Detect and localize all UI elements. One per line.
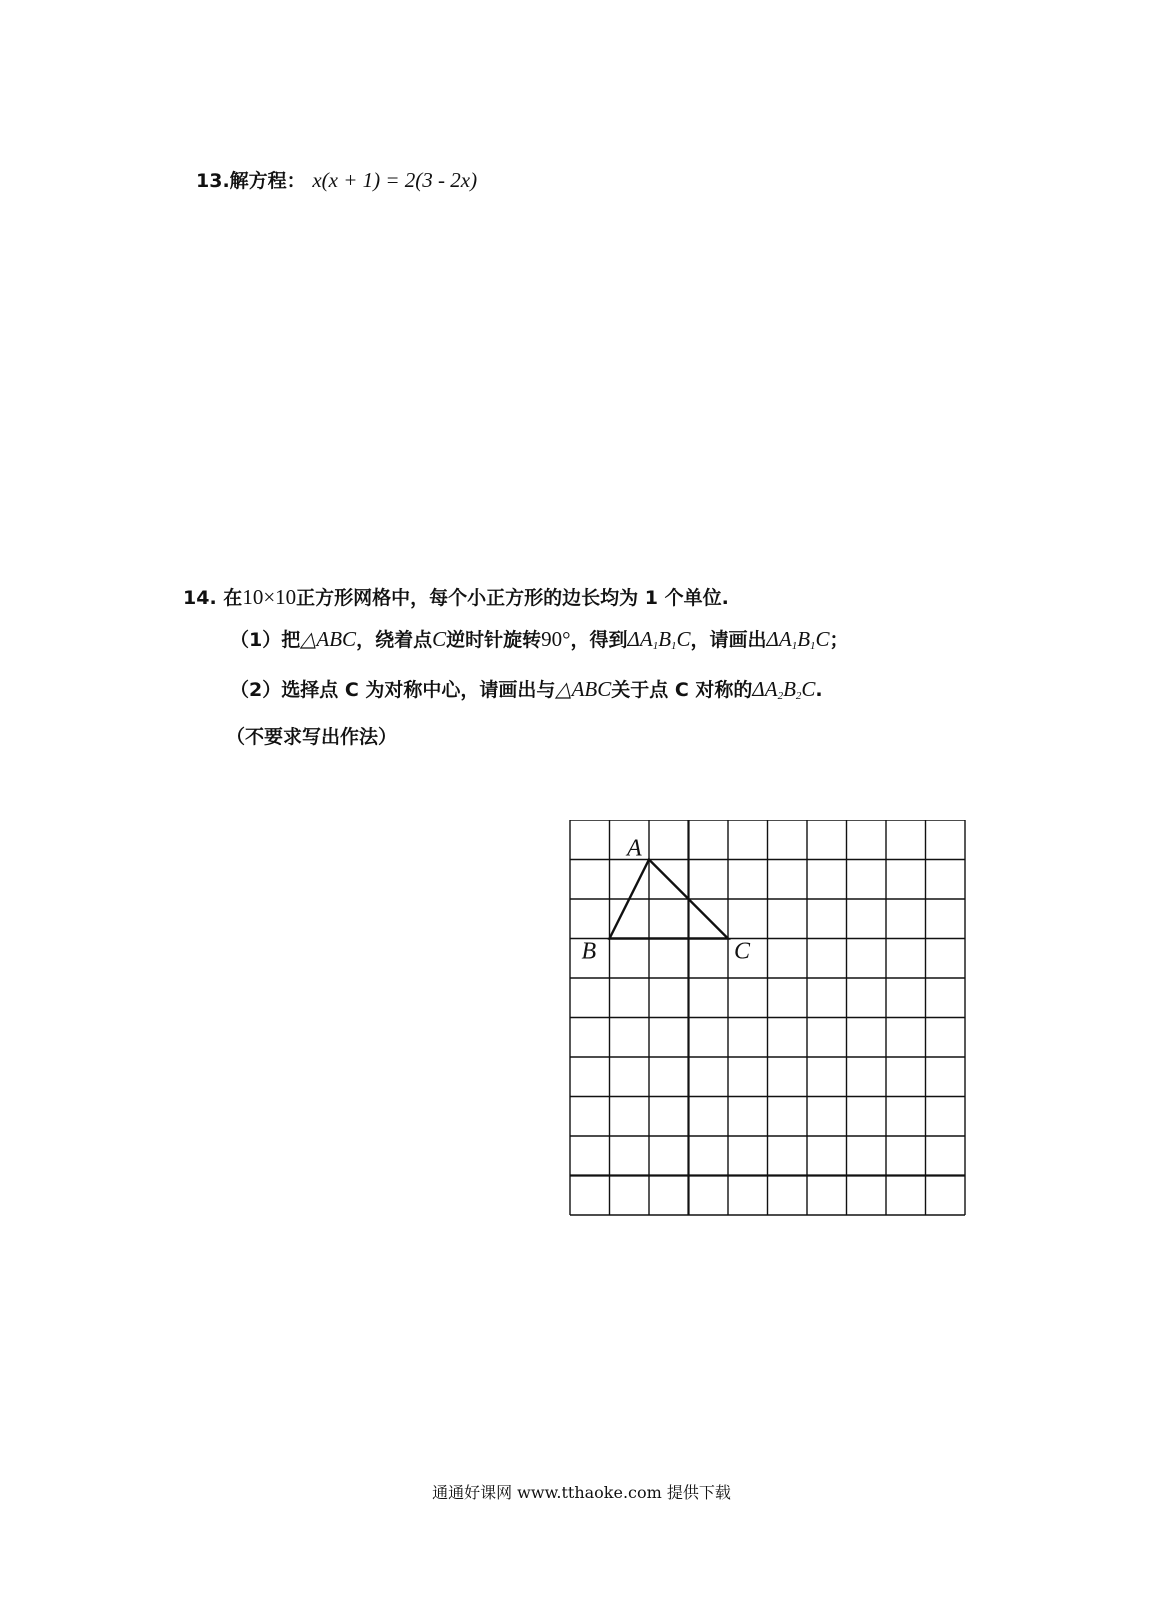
triangle-a1b1c: $\Delta A_1B_1C$ [627, 627, 691, 652]
part-1-text: ，得到 [570, 629, 628, 651]
vertex-label-c: C [734, 938, 751, 965]
vertex-labels [582, 836, 752, 965]
question-13 [196, 166, 477, 193]
question-14-grid-size: 10×10 [242, 585, 297, 609]
footer-source: 通通好课网 www.tthaoke.com 提供下载 [432, 1483, 731, 1502]
vertex-label-a: A [627, 835, 642, 862]
question-14-number: 14. [183, 587, 217, 609]
question-14-prompt-pre: 在 [223, 587, 243, 609]
part-1-text: ，绕着点 [356, 629, 433, 651]
part-2-text: . [815, 679, 823, 701]
question-14 [183, 583, 729, 610]
part-1-text: ； [829, 629, 849, 651]
triangle-a2b2c: $\Delta A_2B_2C$ [752, 677, 816, 702]
question-13-number: 13. [196, 170, 230, 192]
question-13-label: 解方程： [229, 170, 306, 192]
angle-90: 90° [541, 627, 571, 651]
part-1-text: ，请画出 [690, 629, 767, 651]
point-c: C [432, 627, 447, 651]
square-grid-figure [560, 820, 980, 1230]
part-2-marker: （2） [230, 679, 282, 701]
question-14-part-2 [230, 675, 823, 702]
part-1-text: 把 [281, 629, 301, 651]
question-14-part-1 [230, 625, 849, 652]
question-14-note: （不要求写出作法） [226, 726, 398, 748]
vertex-label-b: B [581, 938, 597, 965]
part-1-text: 逆时针旋转 [446, 629, 542, 651]
triangle-a1b1c: $\Delta A_1B_1C$ [766, 627, 830, 652]
part-1-marker: （1） [230, 629, 282, 651]
question-14-prompt-post: 正方形网格中，每个小正方形的边长均为 1 个单位. [296, 587, 729, 609]
part-2-text: 选择点 C 为对称中心，请画出与 [281, 679, 556, 701]
triangle-abc: △ABC [300, 627, 357, 651]
part-2-text: 关于点 C 对称的 [611, 679, 753, 701]
grid-lines [570, 820, 965, 1215]
triangle-abc: △ABC [555, 677, 612, 701]
question-13-equation: x(x + 1) = 2(3 - 2x) [312, 168, 478, 192]
